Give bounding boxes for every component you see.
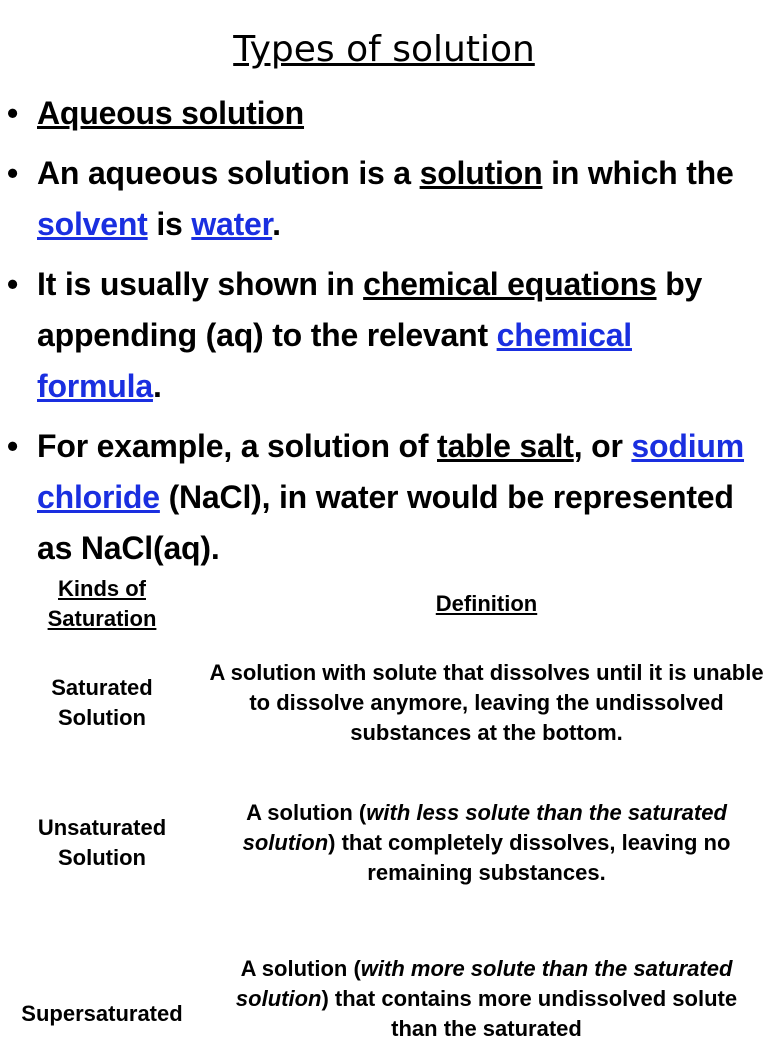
bullet-list (0, 88, 768, 583)
bullet-dot-icon: • (7, 95, 19, 131)
bullet-text: is (147, 206, 192, 242)
bullet-dot-icon: • (7, 266, 19, 302)
chemical-formula-link[interactable]: chemical formula (37, 317, 632, 404)
table-salt-term: table salt (437, 428, 574, 464)
aqueous-solution-heading: Aqueous solution (37, 95, 305, 131)
def-text: ) that completely dissolves, leaving no remaining substances. (328, 830, 731, 885)
solvent-link[interactable]: solvent (37, 206, 148, 242)
bullet-text: (NaCl), in water would be represented as NaCl(aq). (37, 479, 734, 566)
def-italic-text: with more solute than the saturated solution (235, 956, 733, 1011)
bullet-text: It is usually shown in (37, 266, 364, 302)
bullet-text: in which the (542, 155, 734, 191)
solution-term: solution (419, 155, 543, 191)
bullet-notation (0, 259, 768, 412)
bullet-text: . (272, 206, 281, 242)
bullet-dot-icon: • (7, 428, 19, 464)
bullet-definition (0, 148, 768, 250)
row-kind-saturated: Saturated Solution (51, 675, 153, 730)
def-text: ) that contains more undissolved solute than the saturated (321, 986, 738, 1041)
header-definition: Definition (435, 591, 538, 616)
def-italic-text: with less solute than the saturated solution (242, 800, 727, 855)
slide-title: Types of solution (233, 29, 535, 70)
bullet-text: For example, a solution of (37, 428, 437, 464)
bullet-text: by appending (aq) to the relevant (37, 266, 703, 353)
chemical-equations-term: chemical equations (363, 266, 657, 302)
row-kind-unsaturated: Unsaturated Solution (37, 815, 167, 870)
bullet-dot-icon: • (7, 155, 19, 191)
row-def-unsaturated (210, 798, 763, 888)
def-text: A solution ( (246, 800, 367, 825)
row-kind-supersaturated: Supersaturated (21, 1001, 183, 1026)
header-kinds-of-saturation: Kinds of Saturation (47, 576, 157, 631)
row-def-saturated: A solution with solute that dissolves until it is unable to dissolve anymore, leaving the undissolved substances at the bottom. (209, 660, 764, 745)
bullet-example (0, 421, 768, 574)
row-def-supersaturated (230, 954, 743, 1044)
sodium-chloride-link[interactable]: sodium chloride (37, 428, 745, 515)
bullet-text: . (152, 368, 162, 404)
bullet-aqueous-solution (0, 88, 768, 139)
bullet-text: , or (573, 428, 632, 464)
def-text: A solution ( (240, 956, 361, 981)
water-link[interactable]: water (191, 206, 273, 242)
bullet-text: An aqueous solution is a (37, 155, 420, 191)
